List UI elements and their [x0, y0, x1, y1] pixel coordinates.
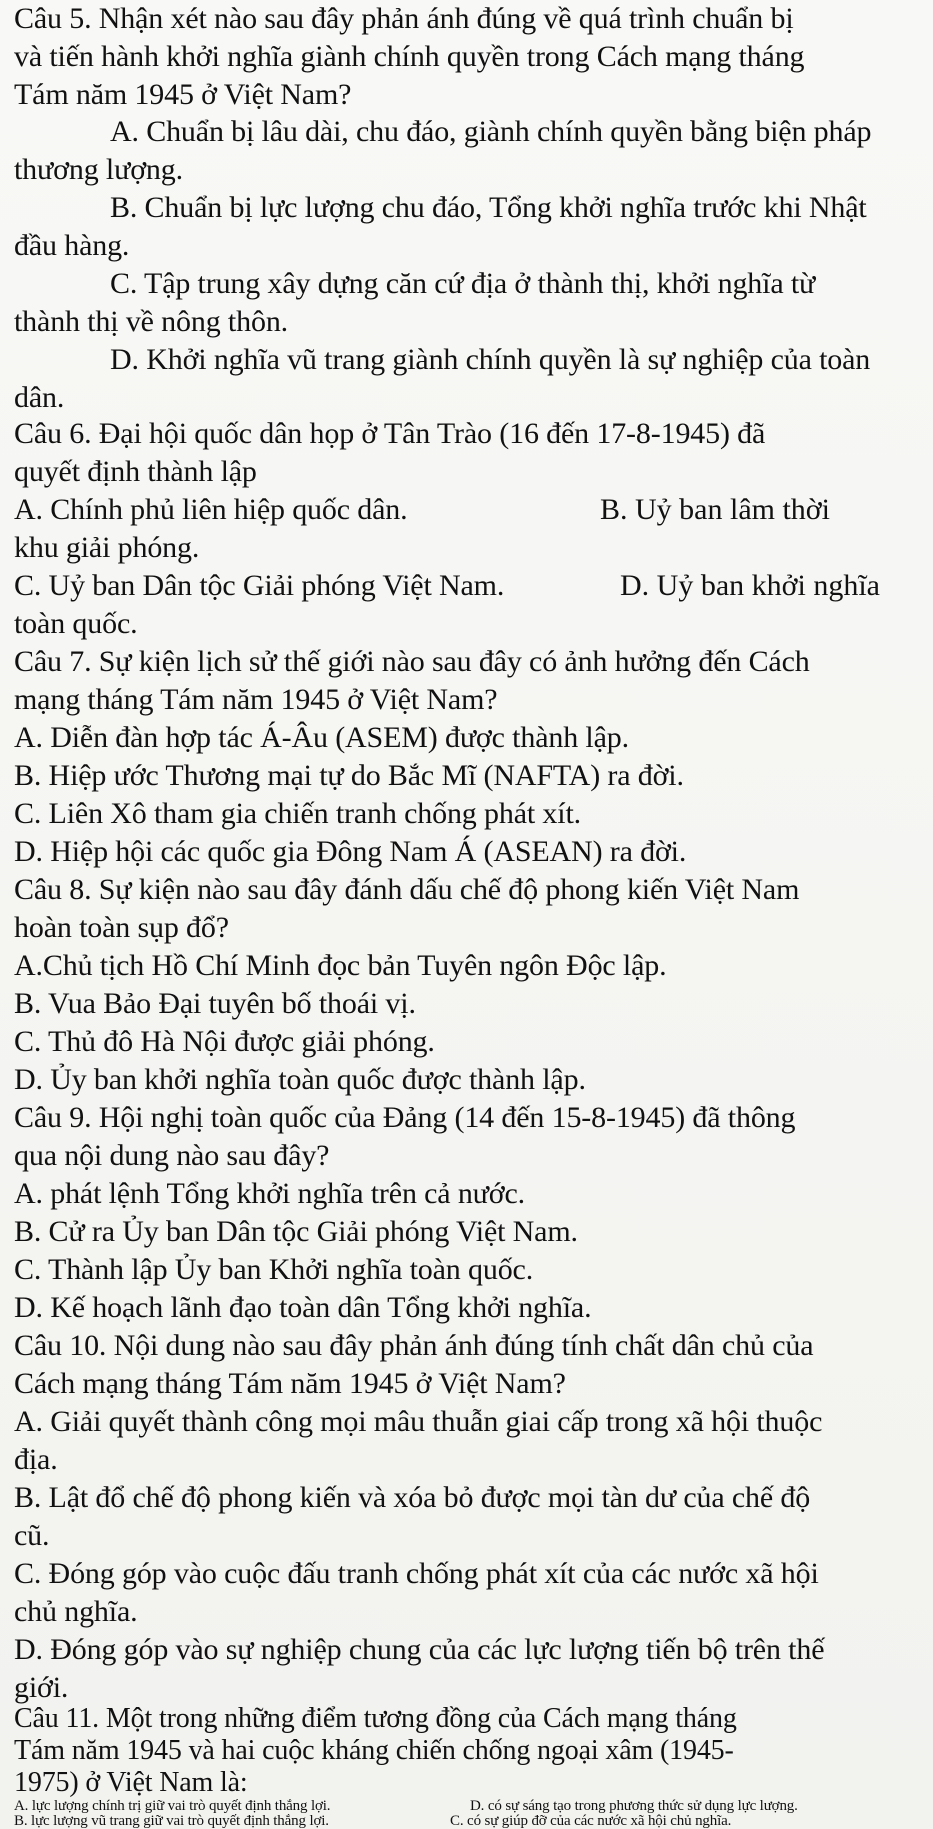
question-5-option-a: A. Chuẩn bị lâu dài, chu đáo, giành chính quyền bằng biện pháp [110, 115, 872, 148]
question-10-option-b-cont: cũ. [14, 1519, 50, 1552]
question-10-option-d-cont: giới. [14, 1671, 69, 1704]
question-7-option-c: C. Liên Xô tham gia chiến tranh chống phát xít. [14, 797, 581, 830]
question-7-option-a: A. Diễn đàn hợp tác Á-Âu (ASEM) được thành lập. [14, 721, 629, 754]
question-9-option-d: D. Kế hoạch lãnh đạo toàn dân Tổng khởi nghĩa. [14, 1291, 592, 1324]
question-6-option-d-cont: toàn quốc. [14, 607, 138, 640]
question-5-line-3: Tám năm 1945 ở Việt Nam? [14, 78, 352, 111]
question-7-option-d: D. Hiệp hội các quốc gia Đông Nam Á (ASEAN) ra đời. [14, 835, 687, 868]
question-5-option-b: B. Chuẩn bị lực lượng chu đáo, Tổng khởi nghĩa trước khi Nhật [110, 191, 867, 224]
question-9-line-1: Câu 9. Hội nghị toàn quốc của Đảng (14 đến 15-8-1945) đã thông [14, 1101, 796, 1134]
question-7-option-b: B. Hiệp ước Thương mại tự do Bắc Mĩ (NAFTA) ra đời. [14, 759, 684, 792]
question-5-option-c-cont: thành thị về nông thôn. [14, 305, 289, 338]
question-11-line-1: Câu 11. Một trong những điểm tương đồng của Cách mạng tháng [14, 1703, 737, 1734]
question-5-option-b-cont: đầu hàng. [14, 229, 130, 262]
question-9-option-b: B. Cử ra Ủy ban Dân tộc Giải phóng Việt Nam. [14, 1215, 578, 1248]
question-5-option-d: D. Khởi nghĩa vũ trang giành chính quyền là sự nghiệp của toàn [110, 343, 871, 376]
question-5-option-c: C. Tập trung xây dựng căn cứ địa ở thành thị, khởi nghĩa từ [110, 267, 816, 300]
question-6-option-b: B. Uỷ ban lâm thời [600, 493, 831, 526]
question-5-line-2: và tiến hành khởi nghĩa giành chính quyền trong Cách mạng tháng [14, 40, 805, 73]
question-11-line-2: Tám năm 1945 và hai cuộc kháng chiến chống ngoại xâm (1945- [14, 1735, 734, 1766]
question-6-option-c: C. Uỷ ban Dân tộc Giải phóng Việt Nam. [14, 569, 505, 602]
question-10-option-a-cont: địa. [14, 1443, 58, 1476]
question-10-option-d: D. Đóng góp vào sự nghiệp chung của các lực lượng tiến bộ trên thế [14, 1633, 825, 1666]
question-11-option-a: A. lực lượng chính trị giữ vai trò quyết định thắng lợi. [14, 1798, 331, 1814]
question-10-option-c: C. Đóng góp vào cuộc đấu tranh chống phát xít của các nước xã hội [14, 1557, 819, 1590]
question-8-line-2: hoàn toàn sụp đổ? [14, 911, 229, 944]
question-10-option-b: B. Lật đổ chế độ phong kiến và xóa bỏ được mọi tàn dư của chế độ [14, 1481, 811, 1514]
question-7-line-1: Câu 7. Sự kiện lịch sử thế giới nào sau đây có ảnh hưởng đến Cách [14, 645, 810, 678]
question-10-line-2: Cách mạng tháng Tám năm 1945 ở Việt Nam? [14, 1367, 566, 1400]
question-8-option-a: A.Chủ tịch Hồ Chí Minh đọc bản Tuyên ngôn Độc lập. [14, 949, 667, 982]
question-6-option-d: D. Uỷ ban khởi nghĩa [620, 569, 880, 602]
question-10-option-a: A. Giải quyết thành công mọi mâu thuẫn giai cấp trong xã hội thuộc [14, 1405, 823, 1438]
question-10-option-c-cont: chủ nghĩa. [14, 1595, 138, 1628]
question-6-line-2: quyết định thành lập [14, 455, 257, 488]
question-8-option-d: D. Ủy ban khởi nghĩa toàn quốc được thành lập. [14, 1063, 586, 1096]
question-10-line-1: Câu 10. Nội dung nào sau đây phản ánh đúng tính chất dân chủ của [14, 1329, 814, 1362]
question-8-option-c: C. Thủ đô Hà Nội được giải phóng. [14, 1025, 435, 1058]
question-9-line-2: qua nội dung nào sau đây? [14, 1139, 330, 1172]
question-5-line-1: Câu 5. Nhận xét nào sau đây phản ánh đúng về quá trình chuẩn bị [14, 2, 794, 35]
question-6-option-a: A. Chính phủ liên hiệp quốc dân. [14, 493, 408, 526]
question-9-option-c: C. Thành lập Ủy ban Khởi nghĩa toàn quốc. [14, 1253, 534, 1286]
question-11-option-b: B. lực lượng vũ trang giữ vai trò quyết định thắng lợi. [14, 1813, 329, 1829]
question-11-line-3: 1975) ở Việt Nam là: [14, 1767, 248, 1798]
question-6-line-1: Câu 6. Đại hội quốc dân họp ở Tân Trào (16 đến 17-8-1945) đã [14, 417, 766, 450]
question-7-line-2: mạng tháng Tám năm 1945 ở Việt Nam? [14, 683, 498, 716]
question-8-option-b: B. Vua Bảo Đại tuyên bố thoái vị. [14, 987, 416, 1020]
question-11-option-c: C. có sự giúp đỡ của các nước xã hội chủ nghĩa. [450, 1813, 732, 1829]
question-6-option-b-cont: khu giải phóng. [14, 531, 200, 564]
question-5-option-d-cont: dân. [14, 381, 65, 414]
question-11-option-d: D. có sự sáng tạo trong phương thức sử dụng lực lượng. [470, 1798, 798, 1814]
question-9-option-a: A. phát lệnh Tổng khởi nghĩa trên cả nước. [14, 1177, 526, 1210]
question-5-option-a-cont: thương lượng. [14, 153, 183, 186]
question-8-line-1: Câu 8. Sự kiện nào sau đây đánh dấu chế độ phong kiến Việt Nam [14, 873, 800, 906]
